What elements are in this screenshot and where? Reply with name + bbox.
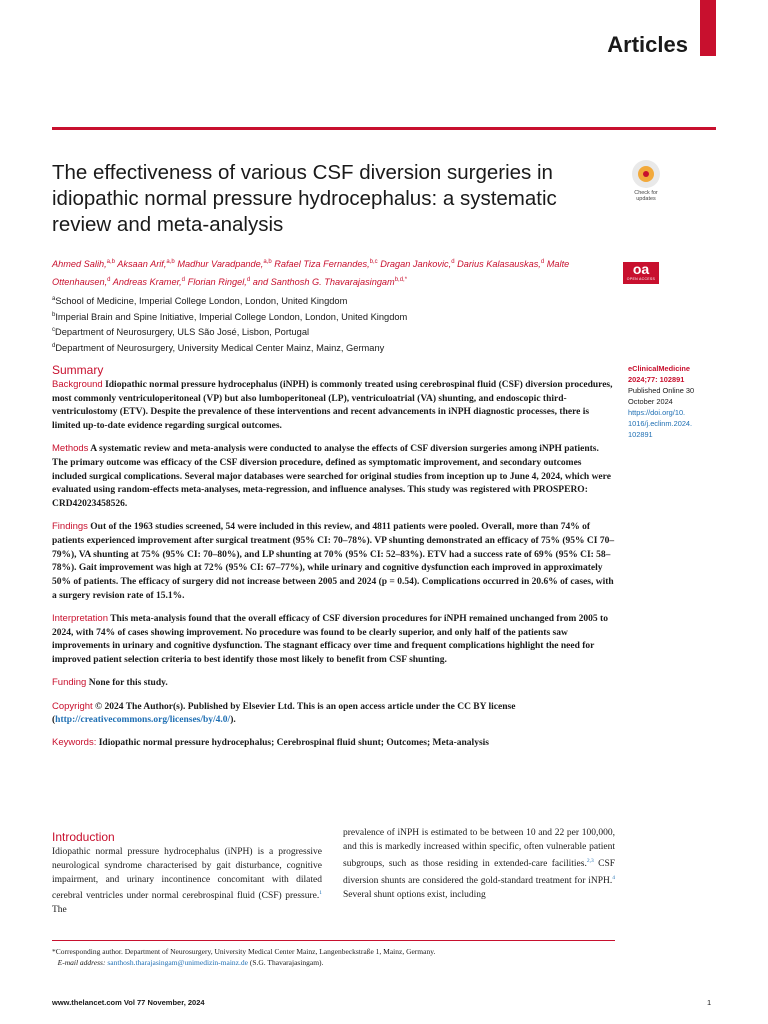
author-affiliation-marker: b,c (369, 259, 378, 265)
page-number: 1 (707, 998, 712, 1007)
check-for-updates-badge[interactable] (628, 160, 664, 202)
affiliation-line: $^c$Department of Neurosurgery, ULS São José, Lisbon, Portugal (52, 327, 310, 338)
journal-info (628, 363, 710, 440)
author-list (52, 254, 612, 290)
reference-link[interactable]: 2,3 (586, 857, 594, 864)
crossmark-label: Check for updates (634, 190, 658, 202)
author-name[interactable]: Rafael Tiza Fernandes,$^{b,c}$ (274, 259, 378, 270)
corner-accent-bar (700, 0, 716, 56)
author-name[interactable]: Andreas Kramer,$^d$ (112, 277, 186, 288)
author-affiliation-marker: d (107, 277, 111, 284)
abstract-interpretation (52, 612, 615, 668)
author-affiliation-marker: a,b (166, 259, 175, 265)
corresponding-author: *Corresponding author. Department of Neurosurgery, University Medical Center Mainz, Langenbeckstraße 1, Mainz, Germany. (52, 947, 436, 956)
abstract-background (52, 378, 615, 434)
affiliations (52, 293, 612, 355)
affiliation-line: $^b$Imperial Brain and Spine Initiative, Imperial College London, London, United Kingdom (52, 311, 408, 322)
open-access-badge (623, 262, 659, 284)
reference-link[interactable]: 1 (319, 890, 322, 897)
author-name[interactable]: Madhur Varadpande,$^{a,b}$ (177, 259, 272, 270)
author-name[interactable]: Florian Ringel,$^d$ (187, 277, 251, 288)
introduction-left-column: Idiopathic normal pressure hydrocephalus (iNPH) is a progressive neurological syndrome characterised by gait disturbance, cognitive impairment, and urinary incontinence concomitant with dilated cerebral ventricles under normal cerebrospinal fluid (CSF) pressure.$^1$ The (52, 847, 322, 916)
summary-heading: Summary (52, 363, 104, 377)
abstract-funding (52, 676, 615, 691)
funding-text: None for this study. (88, 678, 168, 689)
funding-label: Funding (52, 677, 87, 689)
copyright-tail: ). (230, 715, 236, 726)
author-affiliation-marker: d (540, 259, 545, 265)
author-name[interactable]: Dragan Jankovic,$^d$ (380, 259, 455, 270)
published-line-2: October 2024 (628, 397, 673, 406)
article-title: The effectiveness of various CSF diversion surgeries in idiopathic normal pressure hydrocephalus: a systematic review and meta-analysis (52, 161, 557, 236)
author-name[interactable]: Malte Ottenhausen,$^d$ (52, 259, 570, 288)
license-link[interactable]: http://creativecommons.org/licenses/by/4.0/ (55, 715, 231, 726)
author-affiliation-marker: d (246, 277, 251, 284)
methods-label: Methods (52, 443, 89, 455)
copyright-text: © 2024 The Author(s). Published by Elsevier Ltd. This is an open access article under the CC BY license ( (52, 701, 516, 726)
footnotes (52, 946, 652, 968)
author-affiliation-marker: b,d,* (394, 277, 408, 284)
crossmark-icon (632, 160, 660, 188)
interpretation-text: This meta-analysis found that the overall efficacy of CSF diversion procedures for iNPH remained unchanged from 2005 to 2024, with 74% of cases showing improvement. No procedure was found to be clearly superior, and only half of the patients saw improvements in urinary and cognitive dysfunction. The stagnant efficacy over time and frequent complications highlight the need for improved patient selection criteria to best identify those most likely to benefit from CSF shunting. (52, 614, 608, 666)
author-affiliation-marker: d (181, 277, 186, 284)
journal-volume: 2024;77: 102891 (628, 375, 685, 384)
author-affiliation-marker: a,b (263, 259, 272, 265)
abstract-keywords (52, 736, 615, 751)
abstract (52, 378, 615, 760)
author-name[interactable]: Aksaan Arif,$^{a,b}$ (117, 259, 175, 270)
abstract-findings (52, 520, 615, 603)
abstract-methods (52, 442, 615, 512)
doi-link[interactable]: https://doi.org/10. 1016/j.eclinm.2024. 102891 (628, 408, 693, 439)
reference-link[interactable]: 4 (612, 874, 615, 881)
introduction-heading: Introduction (52, 830, 115, 844)
author-affiliation-marker: d (451, 259, 455, 265)
author-affiliation-marker: a,b (106, 259, 115, 265)
journal-name[interactable]: eClinicalMedicine (628, 364, 691, 373)
section-label: Articles (607, 32, 688, 57)
footnote-rule (52, 940, 615, 941)
abstract-copyright (52, 700, 615, 728)
footer-journal-info: www.thelancet.com Vol 77 November, 2024 (52, 998, 205, 1007)
findings-label: Findings (52, 521, 88, 533)
author-name[interactable]: and Santhosh G. Thavarajasingam$^{b,d,*}$ (252, 277, 408, 288)
author-name[interactable]: Darius Kalasauskas,$^d$ (457, 259, 545, 270)
affiliation-line: $^a$School of Medicine, Imperial College London, London, United Kingdom (52, 296, 348, 307)
introduction-right-column: prevalence of iNPH is estimated to be between 10 and 22 per 100,000, and this is markedly increased within specific, often vulnerable patient subgroups, such as those residing in extended-care facilities.$^{2,3}$ CSF diversion shunts are considered the gold-standard treatment for iNPH.$^4$ Several shunt options exist, including (343, 828, 616, 900)
header-rule (52, 127, 716, 130)
interpretation-label: Interpretation (52, 613, 108, 625)
email-line: E-mail address: santhosh.tharajasingam@unimedizin-mainz.de (S.G. Thavarajasingam). (57, 958, 324, 967)
findings-text: Out of the 1963 studies screened, 54 were included in this review, and 4811 patients were pooled. Overall, more than 74% of patients experienced improvement after surgical treatment (95% CI: 70–78%). VP shunting demonstrated an efficacy of 75% (95% CI 70–79%), VA shunting at 75% (95% CI: 70–80%), and LP shunting at 70% (95% CI: 52–83%). ETV had a success rate of 69% (95% CI: 58–78%). Gait improvement was high at 72% (95% CI: 67–77%), while urinary and cognitive dysfunction each improved in approximately 50% of patients. The efficacy of surgery did not increase between 2005 and 2024 (p = 0.54). Complications occurred in 20.6% of cases, with a surgery revision rate of 15.1%. (52, 522, 615, 601)
email-link[interactable]: santhosh.tharajasingam@unimedizin-mainz.de (107, 958, 248, 967)
keywords-text: Idiopathic normal pressure hydrocephalus; Cerebrospinal fluid shunt; Outcomes; Meta-analysis (98, 738, 489, 749)
keywords-label: Keywords: (52, 737, 97, 749)
affiliation-line: $^d$Department of Neurosurgery, University Medical Center Mainz, Mainz, Germany (52, 342, 385, 353)
copyright-label: Copyright (52, 700, 93, 712)
published-line-1: Published Online 30 (628, 386, 695, 395)
methods-text: A systematic review and meta-analysis were conducted to analyse the effects of CSF diversion surgeries among iNPH patients. The primary outcome was efficacy of the CSF diversion procedure, defined as symptomatic improvement, and secondary outcomes included surgical complications. Several major databases were searched for original studies from inception up to June 4, 2024, which were evaluated using random-effects meta-analyses, meta-regression, and influence analyses. This study was registered with PROSPERO: CRD42023458526. (52, 444, 611, 510)
open-access-icon: oa (632, 261, 650, 277)
background-text: Idiopathic normal pressure hydrocephalus (iNPH) is commonly treated using cerebrospinal fluid (CSF) diversion procedures, most commonly ventriculoperitoneal (VP) but also lumboperitoneal (LP), ventriculoatrial (VA) shunting, and endoscopic third-ventriculostomy (ETV). Despite the prevalence of these interventions and recent advancements in iNPH diagnostic processes, there is limited up-to-date evidence regarding surgical outcomes. (52, 380, 613, 432)
author-name[interactable]: Ahmed Salih,$^{a,b}$ (52, 259, 115, 270)
background-label: Background (52, 379, 103, 390)
open-access-label: OPEN ACCESS (626, 277, 656, 281)
